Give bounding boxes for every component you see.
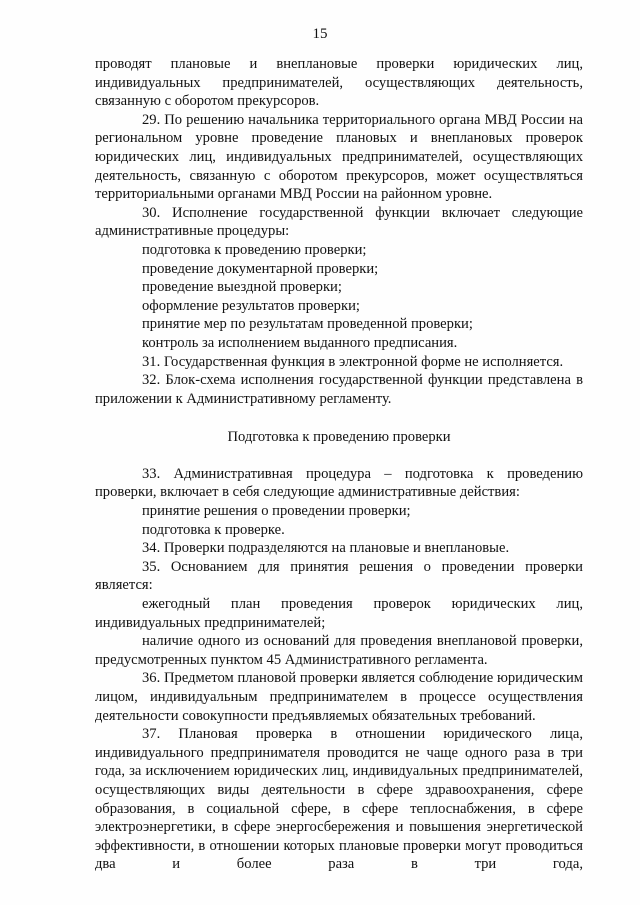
procedure-item: контроль за исполнением выданного предписания. (142, 334, 458, 351)
procedure-item: принятие мер по результатам проведенной проверки; (142, 316, 473, 333)
paragraph-28-continuation: проводят плановые и внеплановые проверки юридических лиц, индивидуальных предпринимателей, осуществляющих деятельность, связанную с оборотом прекурсоров. (95, 56, 583, 110)
paragraph-36: 36. Предметом плановой проверки является соблюдение юридическим лицом, индивидуальным предпринимателем в процессе осуществления деятельности совокупности предъявляемых обязательных требований. (95, 670, 583, 724)
paragraph-37: 37. Плановая проверка в отношении юридического лица, индивидуального предпринимателя проводится не чаще одного раза в три года, за исключением юридических лиц, индивидуальных предпринимателей, осуществляющих виды деятельности в сфере здравоохранения, сфере образования, в социальной сфере, в сфере теплоснабжения, в сфере электроэнергетики, в сфере энергосбережения и повышения энергетической эффективности, в отношении которых плановые проверки могут проводиться два и более раза в три года, (95, 726, 583, 873)
paragraph-32: 32. Блок-схема исполнения государственной функции представлена в приложении к Административному регламенту. (95, 372, 583, 407)
paragraph-35: 35. Основанием для принятия решения о проведении проверки является: (95, 558, 583, 594)
page-number: 15 (312, 26, 328, 42)
procedure-item: проведение документарной проверки; (142, 260, 379, 277)
paragraph-34: 34. Проверки подразделяются на плановые и внеплановые. (142, 540, 510, 557)
procedure-item: оформление результатов проверки; (142, 297, 360, 314)
basis-item-unscheduled: наличие одного из оснований для проведения внеплановой проверки, предусмотренных пунктом 45 Административного регламента. (95, 633, 583, 668)
paragraph-33: 33. Административная процедура – подготовка к проведению проверки, включает в себя следующие административные действия: (95, 465, 583, 501)
section-heading: Подготовка к проведению проверки (227, 429, 451, 446)
basis-item-annual-plan: ежегодный план проведения проверок юридических лиц, индивидуальных предпринимателей; (95, 596, 583, 631)
procedure-item: подготовка к проведению проверки; (142, 241, 367, 258)
paragraph-29: 29. По решению начальника территориального органа МВД России на региональном уровне проведение плановых и внеплановых проверок юридических лиц, индивидуальных предпринимателей, осуществляющих деятельность, связанную с оборотом прекурсоров, может осуществляться территориальными органами МВД России на районном уровне. (95, 111, 583, 203)
action-item: подготовка к проверке. (142, 521, 285, 538)
paragraph-30: 30. Исполнение государственной функции включает следующие административные процедуры: (95, 204, 583, 240)
paragraph-31: 31. Государственная функция в электронной форме не исполняется. (142, 353, 564, 370)
action-item: принятие решения о проведении проверки; (142, 503, 411, 520)
document-body (95, 55, 583, 874)
procedure-item: проведение выездной проверки; (142, 279, 342, 296)
